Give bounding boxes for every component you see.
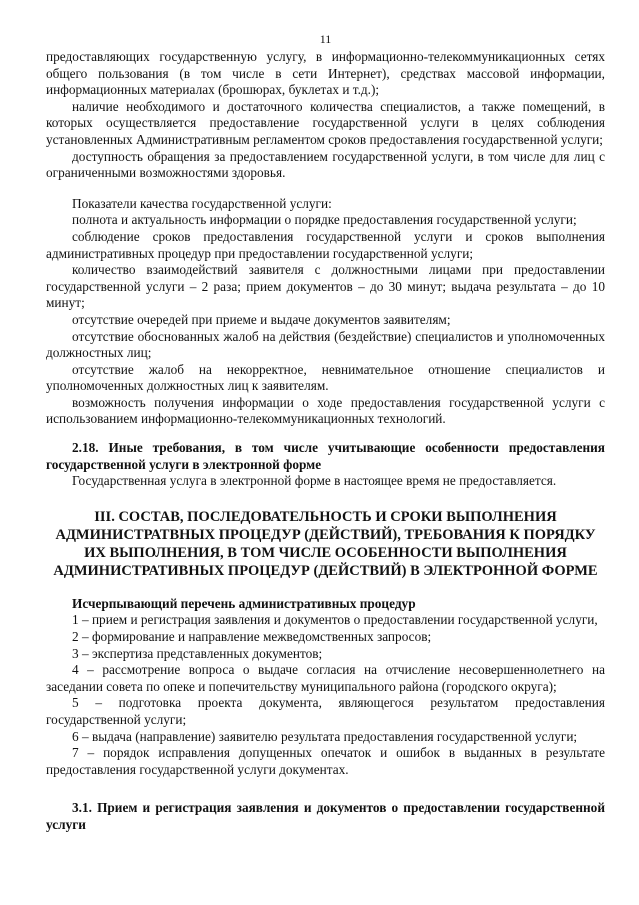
quality-item-3: количество взаимодействий заявителя с должностными лицами при предоставлении государственной услуги – 2 раза; прием документов – до 30 минут; выдача результата – до 10 минут; (46, 262, 605, 311)
procedure-item-5: 5 – подготовка проекта документа, являющегося результатом предоставления государственной услуги; (46, 695, 605, 727)
section-3-title: III. СОСТАВ, ПОСЛЕДОВАТЕЛЬНОСТЬ И СРОКИ ВЫПОЛНЕНИЯ АДМИНИСТРАТВНЫХ ПРОЦЕДУР (ДЕЙСТВИЙ), ТРЕБОВАНИЯ К ПОРЯДКУ ИХ ВЫПОЛНЕНИЯ, В ТОМ ЧИСЛЕ ОСОБЕННОСТИ ВЫПОЛНЕНИЯ АДМИНИСТРАТИВНЫХ ПРОЦЕДУР (ДЕЙСТВИЙ) В ЭЛЕКТРОННОЙ ФОРМЕ (53, 508, 598, 579)
quality-item-6: отсутствие жалоб на некорректное, невнимательное отношение специалистов и уполномоченных должностных лиц к заявителям. (46, 361, 605, 394)
procedure-item-4: 4 – рассмотрение вопроса о выдаче согласия на отчисление несовершеннолетнего на заседании совета по опеке и попечительству муниципального района (городского округа); (46, 662, 605, 694)
procedure-item-3: 3 – экспертиза представленных документов; (72, 645, 323, 661)
paragraph-staff-premises: наличие необходимого и достаточного количества специалистов, а также помещений, в которых осуществляется предоставление государственной услуги в целях соблюдения установленных Административным регламентом сроков предоставления государственной услуги; (46, 98, 605, 147)
section-2-18-text: Государственная услуга в электронной форме в настоящее время не предоставляется. (72, 473, 557, 489)
quality-item-4: отсутствие очередей при приеме и выдаче документов заявителям; (72, 311, 451, 327)
procedure-item-1: 1 – прием и регистрация заявления и документов о предоставлении государственной услуги, (72, 612, 598, 628)
quality-item-5: отсутствие обоснованных жалоб на действия (бездействие) специалистов и уполномоченных должностных лиц; (46, 328, 605, 361)
quality-item-2: соблюдение сроков предоставления государственной услуги и сроков выполнения административных процедур при предоставлении государственной услуги; (46, 228, 605, 261)
quality-item-1: полнота и актуальность информации о порядке предоставления государственной услуги; (72, 212, 577, 228)
paragraph-accessibility: доступность обращения за предоставлением государственной услуги, в том числе для лиц с ограниченными возможностями здоровья. (46, 148, 605, 181)
procedure-item-7: 7 – порядок исправления допущенных опечаток и ошибок в выданных в результате предоставления государственной услуги документах. (46, 745, 605, 777)
procedures-list-heading: Исчерпывающий перечень административных процедур (72, 595, 416, 611)
paragraph-info-media: предоставляющих государственную услугу, в информационно-телекоммуникационных сетях общего пользования (в том числе в сети Интернет), средствах массовой информации, информационных материалах (брошюрах, буклетах и т.д.); (46, 49, 605, 98)
quality-item-7: возможность получения информации о ходе предоставления государственной услуги с использованием информационно-телекоммуникационных технологий. (46, 394, 605, 427)
procedure-item-2: 2 – формирование и направление межведомственных запросов; (72, 629, 432, 645)
quality-indicators-heading: Показатели качества государственной услуги: (72, 195, 332, 211)
section-2-18-heading: 2.18. Иные требования, в том числе учитывающие особенности предоставления государственной услуги в электронной форме (46, 440, 605, 472)
procedure-item-6: 6 – выдача (направление) заявителю результата предоставления государственной услуги; (72, 728, 578, 744)
page-number: 11 (319, 32, 332, 46)
section-3-1-heading: 3.1. Прием и регистрация заявления и документов о предоставлении государственной услуги (46, 800, 605, 832)
